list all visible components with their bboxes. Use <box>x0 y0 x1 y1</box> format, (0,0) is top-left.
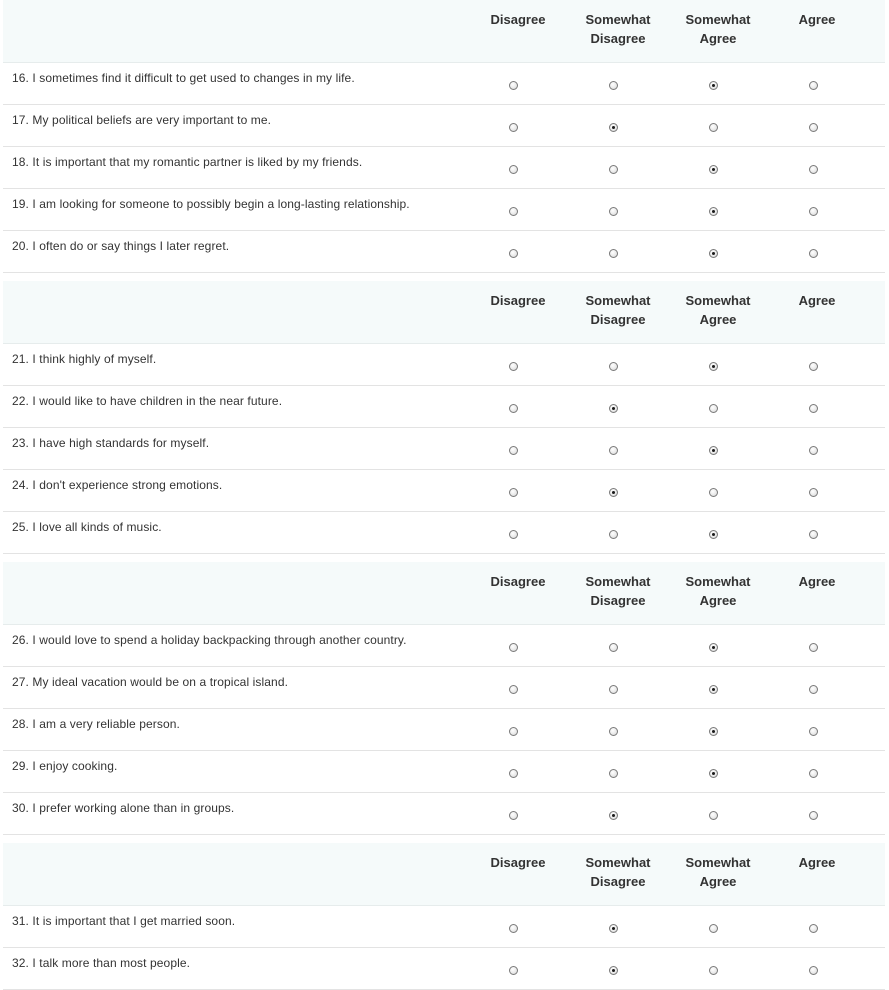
radio-button-somewhat-agree[interactable] <box>709 488 718 497</box>
radio-button-agree[interactable] <box>809 530 818 539</box>
radio-button-somewhat-agree[interactable] <box>709 404 718 413</box>
radio-button-agree[interactable] <box>809 362 818 371</box>
question-row <box>3 344 885 386</box>
question-row <box>3 906 885 948</box>
radio-button-somewhat-agree[interactable] <box>709 727 718 736</box>
question-row <box>3 231 885 273</box>
radio-button-agree[interactable] <box>809 249 818 258</box>
column-header-line1: Somewhat <box>585 574 651 589</box>
radio-button-agree[interactable] <box>809 811 818 820</box>
question-text: 19. I am looking for someone to possibly begin a long-lasting relationship. <box>12 197 410 211</box>
question-row <box>3 793 885 835</box>
radio-button-somewhat-agree[interactable] <box>709 924 718 933</box>
question-text: 17. My political beliefs are very important to me. <box>12 113 272 127</box>
question-text: 32. I talk more than most people. <box>12 956 191 970</box>
radio-button-agree[interactable] <box>809 404 818 413</box>
radio-button-somewhat-disagree[interactable] <box>609 207 618 216</box>
column-header <box>668 10 768 48</box>
column-header-line2: Disagree <box>590 874 646 889</box>
column-header <box>568 10 668 48</box>
radio-button-somewhat-disagree[interactable] <box>609 165 618 174</box>
column-header-line1: Somewhat <box>585 293 651 308</box>
column-header-row <box>3 0 885 63</box>
radio-button-agree[interactable] <box>809 488 818 497</box>
question-row <box>3 751 885 793</box>
radio-button-agree[interactable] <box>809 81 818 90</box>
column-header-line1: Disagree <box>490 574 546 589</box>
radio-button-disagree[interactable] <box>509 924 518 933</box>
column-header-row <box>3 843 885 906</box>
column-header-line2: Agree <box>699 312 737 327</box>
radio-button-disagree[interactable] <box>509 446 518 455</box>
radio-button-agree[interactable] <box>809 123 818 132</box>
column-header-line1: Agree <box>798 293 836 308</box>
question-row <box>3 147 885 189</box>
column-header <box>568 291 668 329</box>
question-row <box>3 189 885 231</box>
question-text: 28. I am a very reliable person. <box>12 717 180 731</box>
column-header-line1: Agree <box>798 574 836 589</box>
radio-button-somewhat-disagree[interactable] <box>609 769 618 778</box>
radio-button-disagree[interactable] <box>509 249 518 258</box>
radio-button-disagree[interactable] <box>509 643 518 652</box>
radio-button-somewhat-agree[interactable] <box>709 81 718 90</box>
radio-button-agree[interactable] <box>809 924 818 933</box>
radio-button-somewhat-disagree[interactable] <box>609 81 618 90</box>
question-row <box>3 512 885 554</box>
survey-matrix <box>3 0 885 990</box>
question-text: 27. My ideal vacation would be on a tropical island. <box>12 675 289 689</box>
question-row <box>3 428 885 470</box>
radio-button-agree[interactable] <box>809 727 818 736</box>
question-text: 22. I would like to have children in the near future. <box>12 394 283 408</box>
radio-button-disagree[interactable] <box>509 769 518 778</box>
radio-button-somewhat-agree[interactable] <box>709 249 718 258</box>
column-header <box>468 10 568 29</box>
column-header-line2: Disagree <box>590 593 646 608</box>
question-text: 20. I often do or say things I later regret. <box>12 239 230 253</box>
radio-button-disagree[interactable] <box>509 811 518 820</box>
radio-button-somewhat-disagree[interactable] <box>609 811 618 820</box>
radio-button-somewhat-agree[interactable] <box>709 811 718 820</box>
column-header <box>767 10 867 29</box>
radio-button-agree[interactable] <box>809 643 818 652</box>
radio-button-somewhat-agree[interactable] <box>709 643 718 652</box>
radio-button-somewhat-agree[interactable] <box>709 685 718 694</box>
question-text: 26. I would love to spend a holiday backpacking through another country. <box>12 633 407 647</box>
radio-button-somewhat-disagree[interactable] <box>609 488 618 497</box>
radio-button-disagree[interactable] <box>509 123 518 132</box>
radio-button-somewhat-disagree[interactable] <box>609 249 618 258</box>
question-row <box>3 105 885 147</box>
radio-button-somewhat-disagree[interactable] <box>609 966 618 975</box>
radio-button-somewhat-agree[interactable] <box>709 362 718 371</box>
radio-button-somewhat-agree[interactable] <box>709 123 718 132</box>
question-row <box>3 470 885 512</box>
question-text: 25. I love all kinds of music. <box>12 520 162 534</box>
column-header-line1: Somewhat <box>585 855 651 870</box>
radio-button-somewhat-disagree[interactable] <box>609 123 618 132</box>
radio-button-somewhat-disagree[interactable] <box>609 727 618 736</box>
radio-button-somewhat-disagree[interactable] <box>609 643 618 652</box>
radio-button-somewhat-disagree[interactable] <box>609 404 618 413</box>
column-header <box>468 853 568 872</box>
radio-button-disagree[interactable] <box>509 685 518 694</box>
radio-button-somewhat-disagree[interactable] <box>609 362 618 371</box>
radio-button-disagree[interactable] <box>509 404 518 413</box>
radio-button-somewhat-agree[interactable] <box>709 207 718 216</box>
column-header <box>767 291 867 310</box>
column-header-line1: Disagree <box>490 12 546 27</box>
radio-button-agree[interactable] <box>809 685 818 694</box>
column-header-line2: Disagree <box>590 31 646 46</box>
radio-button-somewhat-agree[interactable] <box>709 165 718 174</box>
column-header-line1: Disagree <box>490 855 546 870</box>
radio-button-disagree[interactable] <box>509 966 518 975</box>
question-row <box>3 625 885 667</box>
radio-button-somewhat-disagree[interactable] <box>609 446 618 455</box>
radio-button-disagree[interactable] <box>509 488 518 497</box>
radio-button-somewhat-disagree[interactable] <box>609 530 618 539</box>
question-row <box>3 63 885 105</box>
question-text: 23. I have high standards for myself. <box>12 436 210 450</box>
column-header-line2: Agree <box>699 593 737 608</box>
column-header <box>568 853 668 891</box>
column-header <box>767 572 867 591</box>
radio-button-disagree[interactable] <box>509 727 518 736</box>
radio-button-agree[interactable] <box>809 207 818 216</box>
question-text: 31. It is important that I get married soon. <box>12 914 236 928</box>
radio-button-disagree[interactable] <box>509 207 518 216</box>
radio-button-disagree[interactable] <box>509 530 518 539</box>
column-header-line1: Agree <box>798 855 836 870</box>
radio-button-somewhat-agree[interactable] <box>709 769 718 778</box>
radio-button-somewhat-disagree[interactable] <box>609 685 618 694</box>
column-header <box>468 291 568 310</box>
column-header-line1: Somewhat <box>685 574 751 589</box>
question-text: 21. I think highly of myself. <box>12 352 157 366</box>
radio-button-disagree[interactable] <box>509 81 518 90</box>
question-text: 30. I prefer working alone than in groups. <box>12 801 235 815</box>
column-header-row <box>3 562 885 625</box>
question-text: 29. I enjoy cooking. <box>12 759 118 773</box>
radio-button-somewhat-agree[interactable] <box>709 530 718 539</box>
radio-button-somewhat-disagree[interactable] <box>609 924 618 933</box>
column-header-line1: Somewhat <box>685 12 751 27</box>
column-header <box>668 853 768 891</box>
column-header <box>468 572 568 591</box>
column-header <box>668 572 768 610</box>
column-header-line1: Disagree <box>490 293 546 308</box>
radio-button-agree[interactable] <box>809 446 818 455</box>
radio-button-agree[interactable] <box>809 966 818 975</box>
radio-button-somewhat-agree[interactable] <box>709 446 718 455</box>
column-header-line2: Disagree <box>590 312 646 327</box>
column-header <box>668 291 768 329</box>
column-header-line2: Agree <box>699 31 737 46</box>
column-header-row <box>3 281 885 344</box>
radio-button-somewhat-agree[interactable] <box>709 966 718 975</box>
question-row <box>3 667 885 709</box>
column-header <box>568 572 668 610</box>
radio-button-disagree[interactable] <box>509 362 518 371</box>
radio-button-agree[interactable] <box>809 165 818 174</box>
question-text: 16. I sometimes find it difficult to get used to changes in my life. <box>12 71 355 85</box>
question-text: 18. It is important that my romantic partner is liked by my friends. <box>12 155 363 169</box>
column-header-line1: Agree <box>798 12 836 27</box>
column-header-line2: Agree <box>699 874 737 889</box>
column-header <box>767 853 867 872</box>
column-header-line1: Somewhat <box>685 293 751 308</box>
column-header-line1: Somewhat <box>685 855 751 870</box>
radio-button-disagree[interactable] <box>509 165 518 174</box>
question-row <box>3 386 885 428</box>
question-text: 24. I don't experience strong emotions. <box>12 478 223 492</box>
radio-button-agree[interactable] <box>809 769 818 778</box>
column-header-line1: Somewhat <box>585 12 651 27</box>
question-row <box>3 709 885 751</box>
